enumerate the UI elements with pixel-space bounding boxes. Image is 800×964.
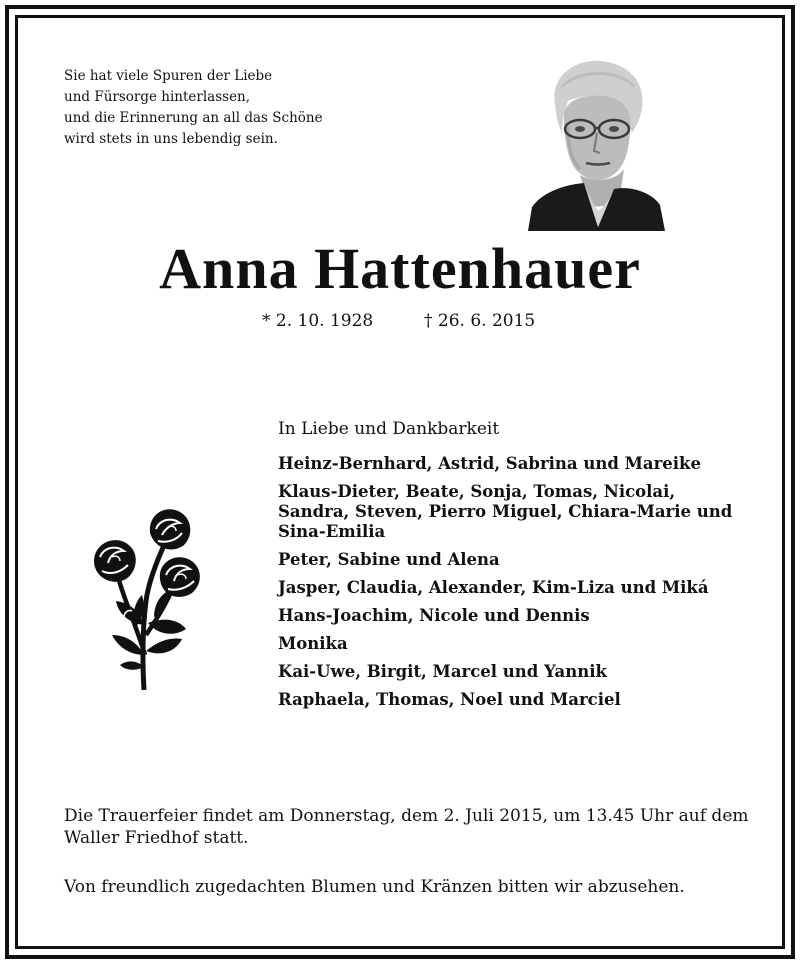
flowers-notice: Von freundlich zugedachten Blumen und Kränzen bitten wir abzusehen. (64, 877, 685, 897)
rose-icon (88, 505, 208, 695)
verse-line: wird stets in uns lebendig sein. (64, 131, 278, 147)
verse-line: Sie hat viele Spuren der Liebe (64, 68, 273, 84)
verse-line: und die Erinnerung an all das Schöne (64, 110, 323, 126)
death-date: † 26. 6. 2015 (424, 311, 536, 331)
verse-line: und Fürsorge hinterlassen, (64, 89, 251, 105)
list-item: Kai-Uwe, Birgit, Marcel und Yannik (278, 662, 607, 681)
list-item: Klaus-Dieter, Beate, Sonja, Tomas, Nicolai, Sandra, Steven, Pierro Miguel, Chiara-Marie und Sina-Emilia (278, 482, 733, 541)
deceased-name: Anna Hattenhauer (159, 236, 641, 301)
mourners-intro: In Liebe und Dankbarkeit (278, 419, 500, 439)
list-item: Heinz-Bernhard, Astrid, Sabrina und Mareike (278, 454, 701, 473)
portrait-photo (528, 57, 665, 231)
list-item: Raphaela, Thomas, Noel und Marciel (278, 690, 621, 709)
funeral-service-notice: Die Trauerfeier findet am Donnerstag, dem 2. Juli 2015, um 13.45 Uhr auf dem Waller Friedhof statt. (64, 806, 749, 848)
birth-date: * 2. 10. 1928 (262, 311, 374, 331)
list-item: Jasper, Claudia, Alexander, Kim-Liza und Miká (278, 578, 709, 597)
list-item: Hans-Joachim, Nicole und Dennis (278, 606, 590, 625)
mourners-list (278, 454, 748, 718)
memorial-verse (64, 66, 384, 150)
list-item: Peter, Sabine und Alena (278, 550, 500, 569)
list-item: Monika (278, 634, 348, 653)
